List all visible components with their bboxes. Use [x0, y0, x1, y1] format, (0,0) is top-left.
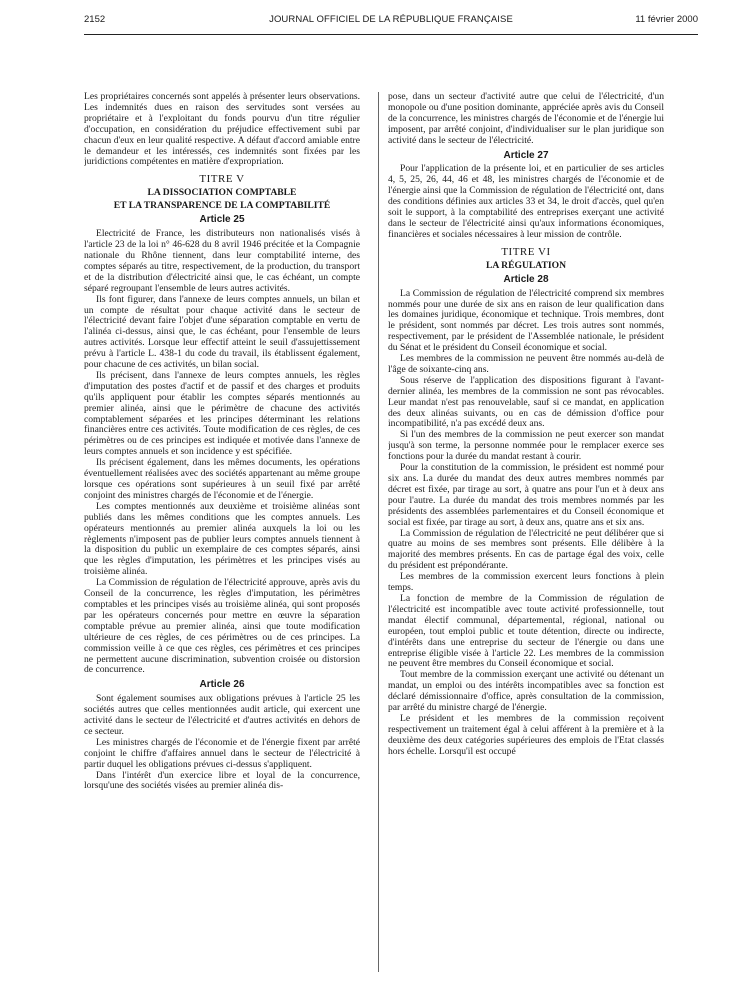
paragraph: Les propriétaires concernés sont appelés à présenter leurs observations. Les indemnités dues en raison des servitudes sont versées au propriétaire et à l'exploitant du fonds pourvu d'un titre régulier d'occupation, en considération du préjudice effectivement subi par chacun d'eux en leur qualité respective. A défaut d'accord amiable entre le demandeur et les intéressés, ces indemnités sont fixées par les juridictions compétentes en matière d'expropriation. [84, 92, 360, 168]
journal-title: JOURNAL OFFICIEL DE LA RÉPUBLIQUE FRANÇAISE [269, 14, 513, 25]
paragraph: Le président et les membres de la commission reçoivent respectivement un traitement égal à celui afférent à la première et à la deuxième des deux catégories supérieures des emplois de l'Etat classés hors échelle. Lorsqu'il est occupé [388, 712, 664, 757]
article-heading: Article 26 [199, 679, 245, 691]
article-heading: Article 28 [503, 273, 549, 285]
paragraph: Tout membre de la commission exerçant une activité ou détenant un mandat, un emploi ou des intérêts incompatibles avec sa fonction est déclaré démissionnaire d'office, après consultation de la commission, par arrêté du ministre chargé de l'énergie. [388, 669, 664, 714]
section-subtitle: LA RÉGULATION [485, 259, 567, 271]
paragraph: Ils précisent, dans l'annexe de leurs comptes annuels, les règles d'imputation des postes d'actif et de passif et des charges et produits qu'ils appliquent pour établir les comptes séparés mentionnés au premier alinéa, ainsi que le périmètre de chacune des activités comptablement séparées et les principes déterminant les relations financières entre ces activités. Toute modification de ces règles, de ces périmètres ou de ces principes est indiquée et motivée dans l'annexe de leurs comptes annuels et son incidence y est spécifiée. [84, 369, 360, 458]
article-heading: Article 27 [503, 149, 549, 161]
page-number: 2152 [84, 14, 106, 25]
right-column [388, 92, 664, 982]
column-divider [378, 92, 379, 972]
paragraph: Pour la constitution de la commission, le président est nommé pour six ans. La durée du mandat des deux autres membres nommés par décret est fixée, par tirage au sort, à quatre ans pour l'un et à deux ans pour l'autre. La durée du mandat des trois membres nommés par les présidents des assemblées parlementaires et du Conseil économique et social est fixée, par tirage au sort, à deux ans, quatre ans et six ans. [388, 462, 664, 528]
paragraph: Les comptes mentionnés aux deuxième et troisième alinéas sont publiés dans les mêmes conditions que les comptes annuels. Les opérateurs mentionnés au premier alinéa auxquels la loi ou les règlements n'imposent pas de publier leurs comptes annuels tiennent à la disposition du public un exemplaire de ces comptes séparés, ainsi que les règles d'imputation, les périmètres et les principes visés au troisième alinéa. [84, 500, 360, 578]
section-title: TITRE VI [501, 245, 551, 258]
paragraph: La Commission de régulation de l'électricité approuve, après avis du Conseil de la concurrence, les règles d'imputation, les périmètres comptables et les principes visés au troisième alinéa, qui sont proposés par les opérateurs concernés pour mettre en œuvre la séparation comptable prévue au premier alinéa, ainsi que toute modification ultérieure de ces règles, de ces périmètres ou de ces principes. La commission veille à ce que ces règles, ces périmètres et ces principes ne permettent aucune discrimination, subvention croisée ou distorsion de concurrence. [84, 577, 360, 676]
section-subtitle: ET LA TRANSPARENCE DE LA COMPTABILITÉ [113, 200, 331, 212]
paragraph: Les ministres chargés de l'économie et de l'énergie fixent par arrêté conjoint le chiffre d'affaires annuel dans le secteur de l'électricité à partir duquel les obligations prévues ci-dessus s'appliquent. [84, 736, 360, 770]
paragraph: La Commission de régulation de l'électricité comprend six membres nommés pour une durée de six ans en raison de leur qualification dans les domaines juridique, économique et technique. Trois membres, dont le président, sont nommés par décret. Les trois autres sont nommés, respectivement, par le président de l'Assemblée nationale, le président du Sénat et le président du Conseil économique et social. [388, 287, 664, 354]
paragraph: La Commission de régulation de l'électricité ne peut délibérer que si quatre au moins de ses membres sont présents. Elle délibère à la majorité des membres présents. En cas de partage égal des voix, celle du président est prépondérante. [388, 527, 664, 572]
page-header [84, 14, 698, 30]
paragraph: Les membres de la commission ne peuvent être nommés au-delà de l'âge de soixante-cinq ans. [388, 353, 664, 375]
paragraph: Sont également soumises aux obligations prévues à l'article 25 les sociétés autres que celles mentionnées audit article, qui exercent une activité dans le secteur de l'électricité et d'autres activités en dehors de ce secteur. [84, 693, 360, 737]
paragraph: Sous réserve de l'application des dispositions figurant à l'avant-dernier alinéa, les membres de la commission ne sont pas révocables. Leur mandat n'est pas renouvelable, sauf si ce mandat, en application des deux alinéas suivants, ou en cas de démission d'office pour incompatibilité, n'a pas excédé deux ans. [388, 374, 664, 430]
paragraph: Si l'un des membres de la commission ne peut exercer son mandat jusqu'à son terme, la personne nommée pour le remplacer exerce ses fonctions pour la durée du mandat restant à courir. [388, 429, 664, 463]
article-heading: Article 25 [199, 214, 245, 226]
paragraph: Pour l'application de la présente loi, et en particulier de ses articles 4, 5, 25, 26, 44, 46 et 48, les ministres chargés de l'économie et de l'énergie ainsi que la Commission de régulation de l'électricité ont, dans des conditions définies aux articles 33 et 34, le droit d'accès, quel qu'en soit le support, à la comptabilité des entreprises exerçant une activité dans le secteur de l'électricité ainsi qu'aux informations économiques, financières et sociales nécessaires à leur mission de contrôle. [388, 163, 664, 240]
paragraph: Dans l'intérêt d'un exercice libre et loyal de la concurrence, lorsqu'une des sociétés visées au premier alinéa dis- [84, 769, 360, 792]
section-title: TITRE V [199, 173, 245, 186]
section-subtitle: LA DISSOCIATION COMPTABLE [147, 187, 297, 199]
publication-date: 11 février 2000 [635, 14, 698, 25]
paragraph: Les membres de la commission exercent leurs fonctions à plein temps. [388, 571, 664, 594]
paragraph: Ils font figurer, dans l'annexe de leurs comptes annuels, un bilan et un compte de résultat pour chaque activité dans le secteur de l'électricité devant faire l'objet d'une séparation comptable en vertu de l'alinéa ci-dessus, ainsi que, le cas échéant, pour l'ensemble de leurs autres activités. Lorsque leur effectif atteint le seuil d'assujettissement prévu à l'article L. 438-1 du code du travail, ils établissent également, pour chacune de ces activités, un bilan social. [84, 293, 360, 371]
header-rule [84, 34, 698, 35]
paragraph: pose, dans un secteur d'activité autre que celui de l'électricité, d'un monopole ou d'une position dominante, appréciée après avis du Conseil de la concurrence, les ministres chargés de l'économie et de l'énergie lui imposent, par arrêté conjoint, d'individualiser sur le plan juridique son activité dans le secteur de l'électricité. [388, 92, 664, 146]
left-column [84, 92, 360, 982]
paragraph: La fonction de membre de la Commission de régulation de l'électricité est incompatible avec toute activité professionnelle, tout mandat électif communal, départemental, régional, national ou européen, tout emploi public et toute détention, directe ou indirecte, d'intérêts dans une entreprise du secteur de l'énergie ou dans une entreprise éligible visée à l'article 22. Les membres de la commission ne peuvent être membres du Conseil économique et social. [388, 592, 664, 670]
paragraph: Ils précisent également, dans les mêmes documents, les opérations éventuellement réalisées avec des sociétés appartenant au même groupe lorsque ces opérations sont supérieures à un seuil fixé par arrêté conjoint des ministres chargés de l'économie et de l'énergie. [84, 457, 360, 501]
paragraph: Electricité de France, les distributeurs non nationalisés visés à l'article 23 de la loi n° 46-628 du 8 avril 1946 précitée et la Compagnie nationale du Rhône tiennent, dans leur comptabilité interne, des comptes séparés au titre, respectivement, de la production, du transport et de la distribution d'électricité ainsi que, le cas échéant, un compte séparé regroupant l'ensemble de leurs autres activités. [84, 228, 360, 294]
